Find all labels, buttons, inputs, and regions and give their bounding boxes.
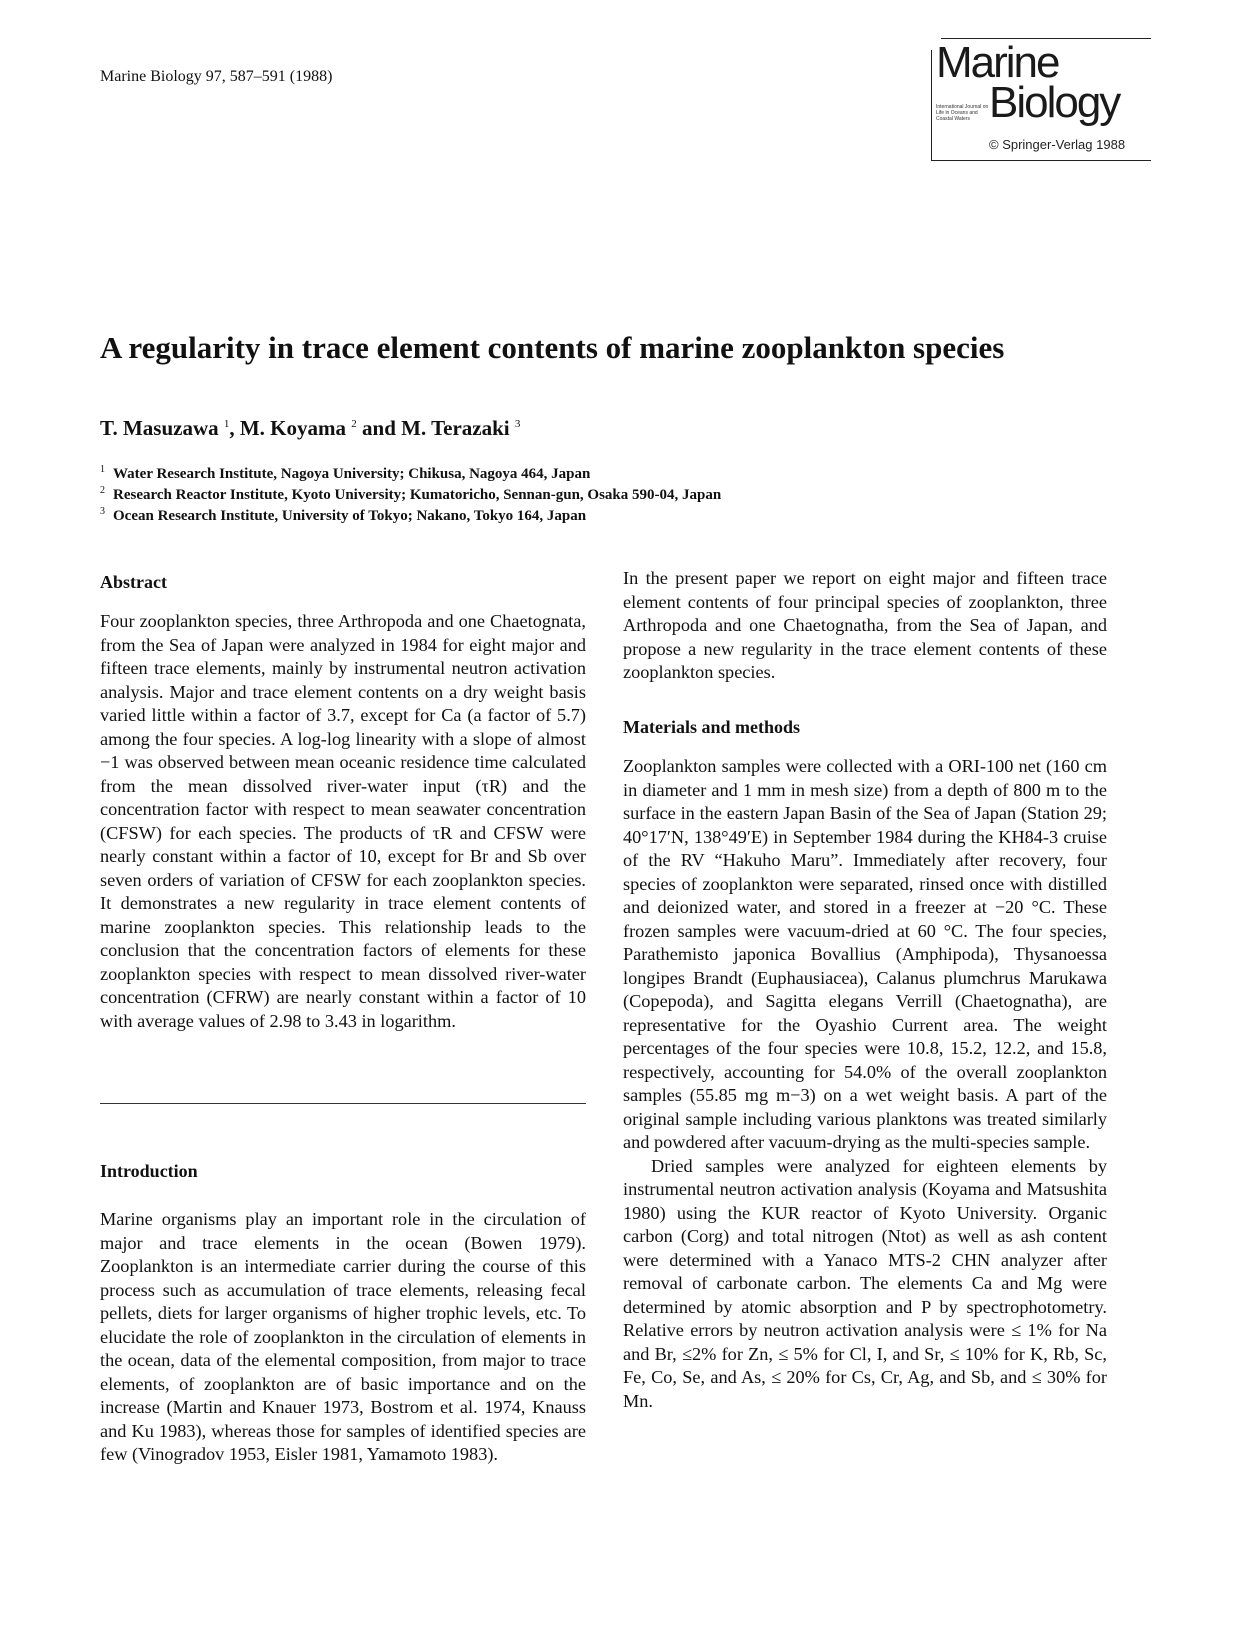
methods-paragraph: Zooplankton samples were collected with a ORI-100 net (160 cm in diameter and 1 mm in mesh size) from a depth of 800 m to the surface in the eastern Japan Basin of the Sea of Japan (Station 29; 40°17′N, 138°49′E) in September 1984 during the KH84-3 cruise of the RV “Hakuho Maru”. Immediately after recovery, four species of zooplankton were separated, rinsed once with distilled and deionized water, and stored in a freezer at −20 °C. These frozen samples were vacuum-dried at 60 °C. The four species, Parathemisto japonica Bovallius (Amphipoda), Thysanoessa longipes Brandt (Euphausiacea), Calanus plumchrus Marukawa (Copepoda), and Sagitta elegans Verrill (Chaetognatha), are representative for the Oyashio Current area. The weight percentages of the four species were 10.8, 15.2, 12.2, and 15.8, respectively, accounting for 54.0% of the overall zooplankton samples (55.85 mg m−3) on a wet weight basis. A part of the original sample including various planktons was treated similarly and powdered after vacuum-drying as the multi-species sample. xyxy=(623,756,1107,1152)
introduction-body xyxy=(100,1208,586,1467)
intro-continuation xyxy=(623,567,1107,685)
introduction-text: Marine organisms play an important role in the circulation of major and trace elements in the ocean (Bowen 1979). Zooplankton is an intermediate carrier during the course of this process such as accumulation of trace elements, releasing fecal pellets, diets for larger organisms of higher trophic levels, etc. To elucidate the role of zooplankton in the circulation of elements in the ocean, data of the elemental composition, from major to trace elements, of zooplankton are of basic importance and on the increase (Martin and Knauer 1973, Bostrom et al. 1974, Knauss and Ku 1983), whereas those for samples of identified species are few (Vinogradov 1953, Eisler 1981, Yamamoto 1983). xyxy=(100,1209,586,1464)
abstract-text: Four zooplankton species, three Arthropoda and one Chaetognata, from the Sea of Japan were analyzed in 1984 for eight major and fifteen trace elements, mainly by instrumental neutron activation analysis. Major and trace element contents on a dry weight basis varied little within a factor of 3.7, except for Ca (a factor of 5.7) among the four species. A log-log linearity with a slope of almost −1 was observed between mean oceanic residence time calculated from the mean dissolved river-water input (τR) and the concentration factor with respect to mean seawater concentration (CFSW) for each species. The products of τR and CFSW were nearly constant within a factor of 10, except for Br and Sb over seven orders of variation of CFSW for each zooplankton species. It demonstrates a new regularity in trace element contents of marine zooplankton species. This relationship leads to the conclusion that the concentration factors of elements for these zooplankton species with respect to mean dissolved river-water concentration (CFRW) are nearly constant within a factor of 10 with average values of 2.98 to 3.43 in logarithm. xyxy=(100,611,586,1031)
author-list xyxy=(100,416,520,441)
intro-continuation-text: In the present paper we report on eight major and fifteen trace element contents of four principal species of zooplankton, three Arthropoda and one Chaetognatha, from the Sea of Japan, and propose a new regularity in the trace element contents of these zooplankton species. xyxy=(623,568,1107,682)
logo-tagline: International Journal on Life in Oceans and Coastal Waters xyxy=(936,104,989,122)
author-name: M. Koyama xyxy=(239,416,347,440)
affiliation-mark: 1 xyxy=(100,464,105,475)
author-separator: , xyxy=(229,416,235,440)
affiliation-text: Research Reactor Institute, Kyoto University; Kumatoricho, Sennan-gun, Osaka 590-04, Japan xyxy=(113,487,722,503)
affiliation-mark: 2 xyxy=(100,485,105,496)
abstract-body xyxy=(100,610,586,1033)
abstract-heading: Abstract xyxy=(100,572,167,592)
author-name: M. Terazaki xyxy=(401,416,510,440)
author-name: T. Masuzawa xyxy=(100,416,219,440)
affiliation-line xyxy=(100,464,590,483)
methods-heading: Materials and methods xyxy=(623,717,800,737)
logo-bottom-rule xyxy=(931,160,1151,161)
logo-word-marine: Marine xyxy=(936,38,1059,87)
article-title: A regularity in trace element contents of marine zooplankton species xyxy=(100,330,1005,365)
author-affiliation-mark: 3 xyxy=(514,418,521,430)
affiliation-text: Water Research Institute, Nagoya University; Chikusa, Nagoya 464, Japan xyxy=(113,466,591,482)
author-affiliation-mark: 1 xyxy=(223,418,230,430)
methods-paragraph: Dried samples were analyzed for eighteen elements by instrumental neutron activation analysis (Koyama and Matsushita 1980) using the KUR reactor of Kyoto University. Organic carbon (Corg) and total nitrogen (Ntot) as well as ash content were determined with a Yanaco MTS-2 CHN analyzer after removal of carbonate carbon. The elements Ca and Mg were determined by atomic absorption and P by spectrophotometry. Relative errors by neutron activation analysis were ≤ 1% for Na and Br, ≤2% for Zn, ≤ 5% for Cl, I, and Sr, ≤ 10% for K, Rb, Sc, Fe, Co, Se, and As, ≤ 20% for Cs, Cr, Ag, and Sb, and ≤ 30% for Mn. xyxy=(623,1155,1107,1411)
logo-copyright: © Springer-Verlag 1988 xyxy=(989,137,1126,152)
logo-side-rule xyxy=(931,50,932,160)
author-affiliation-mark: 2 xyxy=(351,418,357,430)
affiliation-mark: 3 xyxy=(100,506,105,517)
section-divider xyxy=(100,1103,586,1104)
introduction-heading: Introduction xyxy=(100,1161,198,1181)
affiliation-line xyxy=(100,485,721,504)
methods-body xyxy=(623,755,1107,1413)
journal-logo xyxy=(931,38,1151,168)
affiliation-line xyxy=(100,506,586,525)
author-separator: and xyxy=(362,416,396,440)
logo-word-biology: Biology xyxy=(989,78,1120,127)
affiliation-text: Ocean Research Institute, University of Tokyo; Nakano, Tokyo 164, Japan xyxy=(113,508,587,524)
journal-citation: Marine Biology 97, 587–591 (1988) xyxy=(100,68,333,85)
